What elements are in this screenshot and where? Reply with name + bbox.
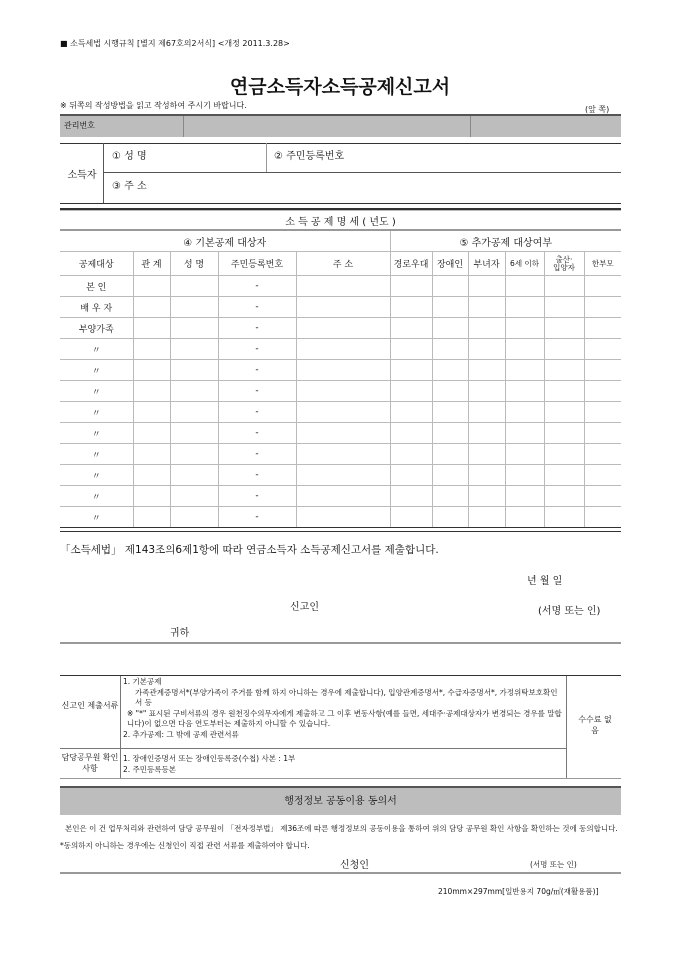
row-cell[interactable] [584,402,621,423]
row-cell[interactable] [432,402,468,423]
row-cell[interactable] [468,318,505,339]
row-cell[interactable] [468,465,505,486]
row-cell[interactable] [544,339,584,360]
row-cell[interactable] [170,381,218,402]
row-cell[interactable] [468,381,505,402]
row-cell[interactable] [170,339,218,360]
row-cell[interactable] [468,276,505,297]
row-target: 〃 [60,465,133,486]
management-number-label: 관리번호 [64,121,95,130]
row-cell[interactable] [390,444,432,465]
row-cell[interactable] [296,423,390,444]
date-field[interactable]: 년 월 일 [527,576,563,587]
column-header: 관 계 [133,252,170,276]
row-cell[interactable] [468,423,505,444]
row-cell[interactable] [468,339,505,360]
earner-id-field[interactable]: ② 주민등록번호 [274,151,345,162]
table-row [60,507,621,528]
row-cell[interactable] [296,486,390,507]
row-cell[interactable] [390,339,432,360]
table-row [60,486,621,507]
column-header: 장애인 [432,252,468,276]
row-cell[interactable] [468,507,505,528]
row-target: 〃 [60,486,133,507]
row-cell[interactable] [432,297,468,318]
row-cell[interactable] [584,381,621,402]
management-number-row [60,114,621,137]
row-cell[interactable] [584,360,621,381]
table-row [60,360,621,381]
row-cell[interactable] [544,507,584,528]
row-cell[interactable] [432,381,468,402]
doc-line: 2. 추가공제: 그 밖에 공제 관련서류 [123,729,239,739]
row-cell[interactable] [544,444,584,465]
row-cell[interactable] [296,381,390,402]
row-cell[interactable] [505,423,544,444]
column-header: 경로우대 [390,252,432,276]
row-cell[interactable] [390,423,432,444]
row-cell[interactable] [505,507,544,528]
row-cell[interactable] [133,318,170,339]
documents-list [123,677,563,740]
row-cell[interactable] [170,297,218,318]
row-cell[interactable] [432,276,468,297]
table-row [60,381,621,402]
row-cell[interactable] [505,381,544,402]
row-target: 〃 [60,423,133,444]
row-cell[interactable] [468,360,505,381]
submission-statement: 「소득세법」 제143조의6제1항에 따라 연금소득자 소득공제신고서를 제출합니다. [60,544,439,556]
row-cell[interactable] [296,444,390,465]
row-cell[interactable] [390,465,432,486]
row-cell[interactable] [296,297,390,318]
row-cell[interactable] [584,465,621,486]
row-target: 〃 [60,339,133,360]
row-cell[interactable] [505,402,544,423]
table-row [60,465,621,486]
extra-deduction-header: ⑤ 추가공제 대상여부 [390,230,621,252]
row-cell[interactable] [170,444,218,465]
row-cell[interactable] [584,318,621,339]
row-cell[interactable] [390,360,432,381]
row-cell[interactable] [584,423,621,444]
applicant-signature[interactable]: (서명 또는 인) [530,860,577,869]
form-reference: ■ 소득세법 시행규칙 [별지 제67호의2서식] <개정 2011.3.28> [60,39,290,48]
row-cell[interactable] [296,318,390,339]
row-cell[interactable] [505,276,544,297]
row-cell[interactable] [584,507,621,528]
row-cell[interactable] [170,276,218,297]
row-cell[interactable] [544,402,584,423]
consent-title: 행정정보 공동이용 동의서 [60,786,621,815]
row-cell[interactable] [133,465,170,486]
row-cell[interactable] [544,297,584,318]
row-cell[interactable] [133,360,170,381]
deduction-table [60,210,621,528]
row-id-cell[interactable]: - [218,276,296,297]
row-target: 부양가족 [60,318,133,339]
row-cell[interactable] [170,423,218,444]
paper-spec: 210mm×297mm[일반용지 70g/㎡(재활용품)] [438,887,599,896]
row-id-cell[interactable]: - [218,381,296,402]
row-cell[interactable] [133,402,170,423]
doc-line: ※ "*" 표시된 구비서류의 경우 원천징수의무자에게 제출하고 그 이후 변동사항(예를 들면, 세대주·공제대상자가 변경되는 경우를 말합니다)이 없으면 다음 연도부터는 제출하지 아니할 수 있습니다. [127,708,562,728]
row-cell[interactable] [133,381,170,402]
row-cell[interactable] [544,423,584,444]
declarant-signature[interactable]: (서명 또는 인) [538,606,601,617]
column-header: 주민등록번호 [218,252,296,276]
row-cell[interactable] [468,444,505,465]
row-cell[interactable] [133,444,170,465]
row-cell[interactable] [390,381,432,402]
row-cell[interactable] [584,486,621,507]
row-cell[interactable] [390,507,432,528]
column-header: 주 소 [296,252,390,276]
row-cell[interactable] [432,486,468,507]
row-cell[interactable] [390,402,432,423]
table-row [60,402,621,423]
consent-text: 본인은 이 건 업무처리와 관련하여 담당 공무원이 「전자정부법」 제36조에 따른 행정정보의 공동이용을 통하여 위의 담당 공무원 확인 사항을 확인하는 것에 동의합니다. *동의하지 아니하는 경우에는 신청인이 직접 관련 서류를 제출하여야 합니다. [60,824,618,850]
doc-line: 가족관계증명서*(부양가족이 주거를 함께 하지 아니하는 경우에 제출합니다), 입양관계증명서*, 수급자증명서*, 가정위탁보호확인서 등 [135,687,558,707]
row-cell[interactable] [133,423,170,444]
row-cell[interactable] [584,276,621,297]
row-cell[interactable] [170,507,218,528]
fee-label: 수수료 없 음 [578,715,612,735]
basic-deduction-header: ④ 기본공제 대상자 [60,230,390,252]
instruction-note: ※ 뒤쪽의 작성방법을 읽고 작성하여 주시기 바랍니다. [60,101,247,110]
officer-line: 1. 장애인증명서 또는 장애인등록증(수첩) 사본 : 1부 [123,754,296,763]
row-target: 본 인 [60,276,133,297]
row-id-cell[interactable]: - [218,486,296,507]
row-target: 배 우 자 [60,297,133,318]
row-cell[interactable] [505,318,544,339]
table-row [60,339,621,360]
row-cell[interactable] [432,360,468,381]
row-cell[interactable] [390,297,432,318]
row-cell[interactable] [170,465,218,486]
row-cell[interactable] [133,507,170,528]
table-row [60,318,621,339]
row-id-cell[interactable]: - [218,402,296,423]
documents-label: 신고인 제출서류 [61,701,119,710]
table-row [60,444,621,465]
row-cell[interactable] [296,276,390,297]
row-cell[interactable] [544,486,584,507]
row-cell[interactable] [390,486,432,507]
row-cell[interactable] [544,318,584,339]
column-header: 한부모 [584,252,621,276]
row-target: 〃 [60,360,133,381]
row-id-cell[interactable]: - [218,360,296,381]
declarant-label: 신고인 [290,602,319,613]
row-id-cell[interactable]: - [218,507,296,528]
documents-section [60,676,621,778]
column-header: 출산· 입양자 [544,252,584,276]
earner-address-field[interactable]: ③ 주 소 [112,181,147,192]
row-cell[interactable] [584,297,621,318]
page-side: (앞 쪽) [585,105,610,114]
row-cell[interactable] [432,423,468,444]
column-header: 6세 이하 [505,252,544,276]
row-cell[interactable] [468,486,505,507]
row-cell[interactable] [296,402,390,423]
table-row [60,297,621,318]
table-row [60,276,621,297]
row-target: 〃 [60,507,133,528]
row-cell[interactable] [468,297,505,318]
row-target: 〃 [60,402,133,423]
row-cell[interactable] [584,339,621,360]
row-id-cell[interactable]: - [218,297,296,318]
form-title: 연금소득자소득공제신고서 [229,76,451,98]
row-cell[interactable] [505,297,544,318]
row-cell[interactable] [544,381,584,402]
row-cell[interactable] [133,486,170,507]
row-cell[interactable] [505,465,544,486]
row-id-cell[interactable]: - [218,444,296,465]
row-cell[interactable] [170,486,218,507]
row-cell[interactable] [170,360,218,381]
row-cell[interactable] [390,318,432,339]
row-cell[interactable] [133,297,170,318]
row-cell[interactable] [544,360,584,381]
column-header: 공제대상 [60,252,133,276]
row-cell[interactable] [170,402,218,423]
row-cell[interactable] [133,339,170,360]
row-id-cell[interactable]: - [218,465,296,486]
earner-name-field[interactable]: ① 성 명 [112,151,147,162]
row-cell[interactable] [432,507,468,528]
row-cell[interactable] [296,507,390,528]
row-target: 〃 [60,381,133,402]
table-row [60,423,621,444]
officer-line: 2. 주민등록등본 [123,765,177,774]
recipient-label: 귀하 [170,628,190,639]
row-cell[interactable] [505,486,544,507]
applicant-label: 신청인 [340,860,369,871]
row-cell[interactable] [170,318,218,339]
row-cell[interactable] [432,318,468,339]
column-header: 성 명 [170,252,218,276]
row-cell[interactable] [133,276,170,297]
earner-label: 소득자 [67,170,97,181]
doc-line: 1. 기본공제 [123,677,162,686]
row-cell[interactable] [505,444,544,465]
officer-check-label: 담당공무원 확인사항 [61,753,119,773]
row-cell[interactable] [296,360,390,381]
row-cell[interactable] [544,276,584,297]
row-id-cell[interactable]: - [218,339,296,360]
row-id-cell[interactable]: - [218,423,296,444]
row-cell[interactable] [544,465,584,486]
row-cell[interactable] [296,465,390,486]
row-cell[interactable] [390,276,432,297]
detail-title: 소 득 공 제 명 세 ( 년도 ) [60,211,621,231]
column-header: 부녀자 [468,252,505,276]
row-cell[interactable] [468,402,505,423]
row-cell[interactable] [584,444,621,465]
row-cell[interactable] [432,339,468,360]
row-cell[interactable] [505,339,544,360]
row-id-cell[interactable]: - [218,318,296,339]
row-cell[interactable] [432,465,468,486]
row-cell[interactable] [432,444,468,465]
row-cell[interactable] [296,339,390,360]
row-target: 〃 [60,444,133,465]
row-cell[interactable] [505,360,544,381]
